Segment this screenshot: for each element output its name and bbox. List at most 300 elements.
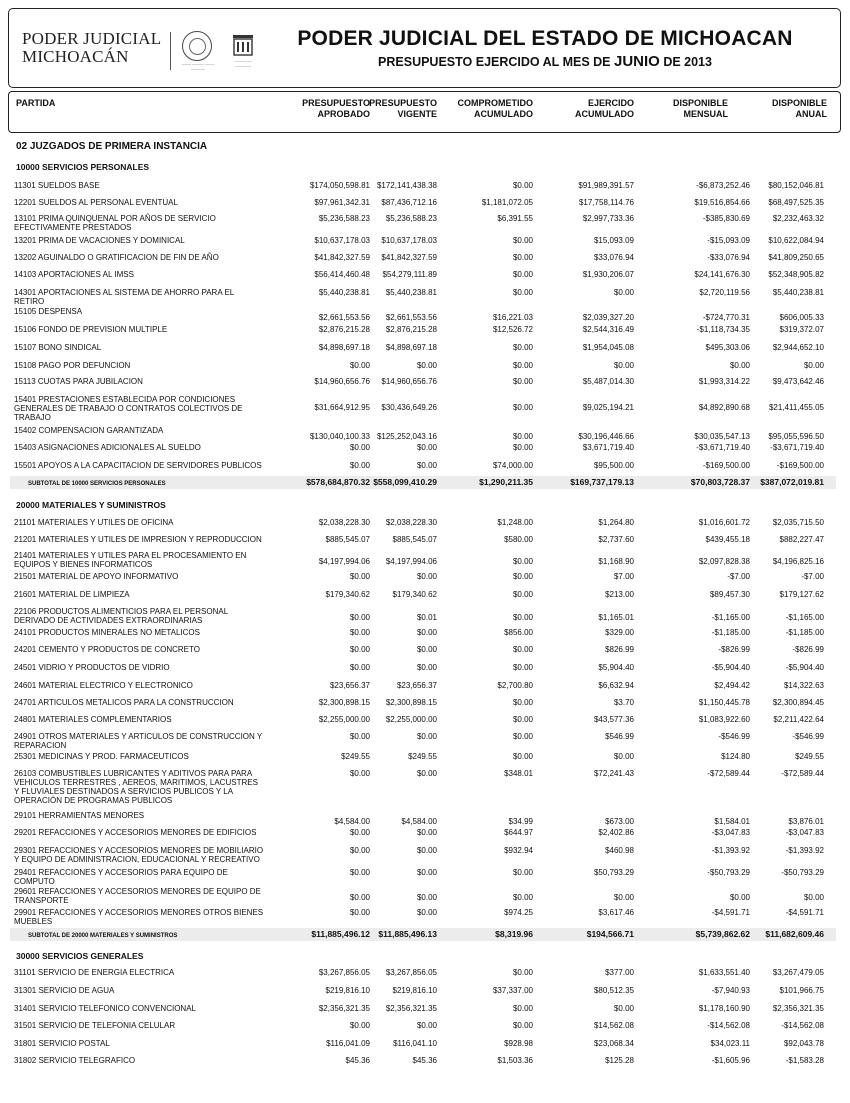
amount-cell: $1,083,922.60 xyxy=(698,715,750,724)
subtotal-amount: $11,682,609.46 xyxy=(765,929,824,939)
amount-cell: $2,300,894.45 xyxy=(772,698,824,707)
subtotal-amount: $578,684,870.32 xyxy=(306,477,370,487)
partida-name: 29401 REFACCIONES Y ACCESORIOS PARA EQUIPO DE COMPUTO xyxy=(14,868,228,886)
amount-cell: $0.00 xyxy=(416,461,437,470)
subtotal-amount: $169,737,179.13 xyxy=(570,477,634,487)
amount-cell: $219,816.10 xyxy=(392,986,437,995)
partida-name: 31501 SERVICIO DE TELEFONIA CELULAR xyxy=(14,1021,176,1030)
amount-cell: -$546.99 xyxy=(718,732,750,741)
amount-cell: $0.00 xyxy=(349,613,370,622)
amount-cell: -$546.99 xyxy=(792,732,824,741)
partida-name: 15401 PRESTACIONES ESTABLECIDA POR CONDICIONES GENERALES DE TRABAJO O CONTRATOS COLECTIVOS DE TRABAJO xyxy=(14,395,243,422)
amount-cell: $5,236,588.23 xyxy=(385,214,437,223)
amount-cell: $0.00 xyxy=(729,893,750,902)
partida-name: 15113 CUOTAS PARA JUBILACION xyxy=(14,377,143,386)
report-subtitle xyxy=(290,53,800,70)
col-ejercido-acumulado xyxy=(534,98,634,120)
partida-name: 21601 MATERIAL DE LIMPIEZA xyxy=(14,590,130,599)
amount-cell: $377.00 xyxy=(605,968,634,977)
amount-cell: $0.00 xyxy=(349,769,370,778)
logo-wordmark xyxy=(22,30,161,66)
amount-cell: $0.00 xyxy=(512,557,533,566)
logo-line-2: MICHOACÁN xyxy=(22,47,129,66)
amount-cell: $43,577.36 xyxy=(593,715,634,724)
amount-cell: -$1,165.00 xyxy=(785,613,824,622)
amount-cell: $33,076.94 xyxy=(593,253,634,262)
amount-cell: $826.99 xyxy=(605,645,634,654)
amount-cell: $0.00 xyxy=(349,1021,370,1030)
amount-cell: $1,150,445.78 xyxy=(698,698,750,707)
partida-name: 31301 SERVICIO DE AGUA xyxy=(14,986,115,995)
amount-cell: $3,671,719.40 xyxy=(582,443,634,452)
amount-cell: $95,500.00 xyxy=(593,461,634,470)
amount-cell: $50,793.29 xyxy=(593,868,634,877)
group-title: 10000 SERVICIOS PERSONALES xyxy=(16,162,150,172)
amount-cell: -$3,671,719.40 xyxy=(770,443,824,452)
amount-cell: -$1,393.92 xyxy=(785,846,824,855)
amount-cell: $37,337.00 xyxy=(492,986,533,995)
amount-cell: $2,039,327.20 xyxy=(582,313,634,322)
amount-cell: $0.00 xyxy=(613,288,634,297)
amount-cell: $0.00 xyxy=(349,361,370,370)
amount-cell: -$7,940.93 xyxy=(711,986,750,995)
amount-cell: $0.00 xyxy=(512,270,533,279)
partida-name: 15501 APOYOS A LA CAPACITACION DE SERVIDORES PUBLICOS xyxy=(14,461,262,470)
amount-cell: $10,637,178.03 xyxy=(381,236,437,245)
col-label: COMPROMETIDO xyxy=(457,98,533,108)
amount-cell: $2,035,715.50 xyxy=(772,518,824,527)
amount-cell: $0.00 xyxy=(512,432,533,441)
amount-cell: $0.00 xyxy=(512,236,533,245)
amount-cell: $0.00 xyxy=(512,361,533,370)
amount-cell: $2,544,316.49 xyxy=(582,325,634,334)
amount-cell: -$14,562.08 xyxy=(781,1021,824,1030)
amount-cell: $23,068.34 xyxy=(593,1039,634,1048)
partida-name: 24601 MATERIAL ELECTRICO Y ELECTRONICO xyxy=(14,681,193,690)
amount-cell: -$4,591.71 xyxy=(711,908,750,917)
amount-cell: $1,954,045.08 xyxy=(582,343,634,352)
amount-cell: $2,661,553.56 xyxy=(318,313,370,322)
amount-cell: $5,904.40 xyxy=(598,663,634,672)
amount-cell: $0.00 xyxy=(512,288,533,297)
amount-cell: $1,181,072.05 xyxy=(481,198,533,207)
amount-cell: $2,356,321.35 xyxy=(385,1004,437,1013)
partida-name: 31401 SERVICIO TELEFONICO CONVENCIONAL xyxy=(14,1004,196,1013)
amount-cell: $606,005.33 xyxy=(779,313,824,322)
amount-cell: $0.00 xyxy=(512,443,533,452)
amount-cell: $439,455.18 xyxy=(705,535,750,544)
amount-cell: $0.00 xyxy=(512,1004,533,1013)
amount-cell: -$33,076.94 xyxy=(707,253,750,262)
amount-cell: $10,637,178.03 xyxy=(314,236,370,245)
amount-cell: $2,494.42 xyxy=(714,681,750,690)
amount-cell: $125.28 xyxy=(605,1056,634,1065)
amount-cell: $928.98 xyxy=(504,1039,533,1048)
amount-cell: $1,584.01 xyxy=(714,817,750,826)
amount-cell: $0.00 xyxy=(803,893,824,902)
amount-cell: $2,997,733.36 xyxy=(582,214,634,223)
amount-cell: -$826.99 xyxy=(718,645,750,654)
amount-cell: $0.00 xyxy=(416,1021,437,1030)
amount-cell: $15,093.09 xyxy=(593,236,634,245)
amount-cell: $2,661,553.56 xyxy=(385,313,437,322)
subtotal-label: SUBTOTAL DE 20000 MATERIALES Y SUMINISTROS xyxy=(28,933,178,939)
logo-line-1: PODER JUDICIAL xyxy=(22,29,162,48)
amount-cell: $0.00 xyxy=(512,893,533,902)
amount-cell: $5,440,238.81 xyxy=(385,288,437,297)
subtotal-amount: $11,885,496.13 xyxy=(378,929,437,939)
amount-cell: -$72,589.44 xyxy=(781,769,824,778)
amount-cell: $2,255,000.00 xyxy=(385,715,437,724)
partida-name: 15403 ASIGNACIONES ADICIONALES AL SUELDO xyxy=(14,443,201,452)
amount-cell: $179,340.62 xyxy=(392,590,437,599)
subtotal-amount: $194,566.71 xyxy=(586,929,634,939)
amount-cell: $2,720,119.56 xyxy=(699,288,750,297)
amount-cell: $249.55 xyxy=(795,752,824,761)
subtotal-amount: $11,885,496.12 xyxy=(311,929,370,939)
amount-cell: $14,322.63 xyxy=(783,681,824,690)
partida-name: 25301 MEDICINAS Y PROD. FARMACEUTICOS xyxy=(14,752,189,761)
amount-cell: $30,436,649.26 xyxy=(381,403,437,412)
amount-cell: $17,758,114.76 xyxy=(578,198,634,207)
amount-cell: $2,300,898.15 xyxy=(385,698,437,707)
amount-cell: $2,038,228.30 xyxy=(385,518,437,527)
amount-cell: $3,267,856.05 xyxy=(318,968,370,977)
amount-cell: $0.00 xyxy=(803,361,824,370)
amount-cell: $0.00 xyxy=(416,572,437,581)
amount-cell: $885,545.07 xyxy=(392,535,437,544)
amount-cell: -$14,562.08 xyxy=(707,1021,750,1030)
amount-cell: $0.00 xyxy=(349,628,370,637)
amount-cell: $2,402.86 xyxy=(598,828,634,837)
amount-cell: -$385,830.69 xyxy=(702,214,750,223)
amount-cell: -$1,118,734.35 xyxy=(696,325,750,334)
partida-name: 11301 SUELDOS BASE xyxy=(14,181,100,190)
subtotal-amount: $5,739,862.62 xyxy=(695,929,750,939)
amount-cell: $2,300,898.15 xyxy=(318,698,370,707)
amount-cell: $0.00 xyxy=(512,590,533,599)
amount-cell: $1,264.80 xyxy=(598,518,634,527)
amount-cell: $80,512.35 xyxy=(593,986,634,995)
amount-cell: -$169,500.00 xyxy=(702,461,750,470)
amount-cell: -$5,904.40 xyxy=(711,663,750,672)
amount-cell: -$4,591.71 xyxy=(785,908,824,917)
partida-name: 29201 REFACCIONES Y ACCESORIOS MENORES DE EDIFICIOS xyxy=(14,828,257,837)
amount-cell: $0.00 xyxy=(613,752,634,761)
col-disponible-anual xyxy=(727,98,827,120)
amount-cell: $5,440,238.81 xyxy=(318,288,370,297)
amount-cell: $673.00 xyxy=(605,817,634,826)
amount-cell: $24,141,676.30 xyxy=(694,270,750,279)
subtotal-amount: $558,099,410.29 xyxy=(373,477,437,487)
amount-cell: $249.55 xyxy=(341,752,370,761)
amount-cell: $3,267,479.05 xyxy=(772,968,824,977)
amount-cell: $0.00 xyxy=(512,663,533,672)
col-label: PRESUPUESTO xyxy=(369,98,437,108)
subtotal-amount: $8,319.96 xyxy=(495,929,533,939)
amount-cell: $34,023.11 xyxy=(710,1039,750,1048)
amount-cell: $179,340.62 xyxy=(325,590,370,599)
amount-cell: $2,876,215.28 xyxy=(318,325,370,334)
col-label: ACUMULADO xyxy=(575,109,634,119)
subtitle-year: DE 2013 xyxy=(663,55,712,69)
amount-cell: $0.00 xyxy=(512,715,533,724)
partida-name: 15105 DESPENSA xyxy=(14,307,83,316)
amount-cell: -$1,185.00 xyxy=(785,628,824,637)
amount-cell: $4,584.00 xyxy=(401,817,437,826)
partida-name: 15107 BONO SINDICAL xyxy=(14,343,102,352)
amount-cell: $0.00 xyxy=(613,893,634,902)
amount-cell: $34.99 xyxy=(508,817,533,826)
amount-cell: $1,165.01 xyxy=(598,613,634,622)
amount-cell: -$50,793.29 xyxy=(707,868,750,877)
partida-name: 26103 COMBUSTIBLES LUBRICANTES Y ADITIVOS PARA PARA VEHICULOS TERRESTRES , AEREOS, MARITIMOS, LACUSTRES Y FLUVIALES DESTINADOS A SERVICIOS PUBLICOS Y LA OPERACIÓN DE PROGRAMAS PUBLICOS xyxy=(14,769,258,805)
amount-cell: $0.00 xyxy=(349,461,370,470)
amount-cell: $0.00 xyxy=(416,443,437,452)
subtotal-amount: $1,290,211.35 xyxy=(479,477,533,487)
amount-cell: $52,348,905.82 xyxy=(768,270,824,279)
amount-cell: -$826.99 xyxy=(792,645,824,654)
partida-name: 24201 CEMENTO Y PRODUCTOS DE CONCRETO xyxy=(14,645,200,654)
amount-cell: $4,196,825.16 xyxy=(772,557,824,566)
amount-cell: $124.80 xyxy=(721,752,750,761)
amount-cell: $30,196,446.66 xyxy=(578,432,634,441)
amount-cell: $130,040,100.33 xyxy=(309,432,370,441)
amount-cell: -$3,671,719.40 xyxy=(696,443,750,452)
amount-cell: -$3,047.83 xyxy=(785,828,824,837)
amount-cell: $92,043.78 xyxy=(783,1039,824,1048)
amount-cell: $4,898,697.18 xyxy=(318,343,370,352)
amount-cell: $14,960,656.76 xyxy=(314,377,370,386)
amount-cell: -$5,904.40 xyxy=(785,663,824,672)
amount-cell: $0.01 xyxy=(416,613,437,622)
subtotal-amount: $387,072,019.81 xyxy=(760,477,824,487)
partida-name: 24501 VIDRIO Y PRODUCTOS DE VIDRIO xyxy=(14,663,170,672)
amount-cell: $0.00 xyxy=(416,868,437,877)
amount-cell: -$724,770.31 xyxy=(702,313,750,322)
amount-cell: -$7.00 xyxy=(801,572,824,581)
partida-name: 24101 PRODUCTOS MINERALES NO METALICOS xyxy=(14,628,200,637)
amount-cell: $546.99 xyxy=(605,732,634,741)
amount-cell: $101,966.75 xyxy=(779,986,824,995)
amount-cell: $1,633,551.40 xyxy=(698,968,750,977)
partida-name: 15402 COMPENSACION GARANTIZADA xyxy=(14,426,164,435)
amount-cell: $0.00 xyxy=(512,377,533,386)
amount-cell: $644.97 xyxy=(504,828,533,837)
partida-name: 12201 SUELDOS AL PERSONAL EVENTUAL xyxy=(14,198,178,207)
amount-cell: $12,526.72 xyxy=(492,325,533,334)
amount-cell: $4,197,994.06 xyxy=(385,557,437,566)
amount-cell: $932.94 xyxy=(504,846,533,855)
amount-cell: $219,816.10 xyxy=(325,986,370,995)
amount-cell: $1,178,160.90 xyxy=(698,1004,750,1013)
amount-cell: -$50,793.29 xyxy=(781,868,824,877)
partida-name: 21201 MATERIALES Y UTILES DE IMPRESION Y REPRODUCCION xyxy=(14,535,262,544)
amount-cell: $172,141,438.38 xyxy=(376,181,437,190)
amount-cell: $0.00 xyxy=(512,732,533,741)
amount-cell: $0.00 xyxy=(512,613,533,622)
amount-cell: $495,303.06 xyxy=(705,343,750,352)
subtotal-amount: $70,803,728.37 xyxy=(690,477,750,487)
col-label: ANUAL xyxy=(795,109,827,119)
amount-cell: $2,356,321.35 xyxy=(772,1004,824,1013)
amount-cell: $9,473,642.46 xyxy=(772,377,824,386)
amount-cell: $0.00 xyxy=(416,645,437,654)
col-label: DISPONIBLE xyxy=(771,98,827,108)
amount-cell: $45.36 xyxy=(412,1056,437,1065)
amount-cell: $885,545.07 xyxy=(325,535,370,544)
amount-cell: $2,876,215.28 xyxy=(385,325,437,334)
amount-cell: $2,232,463.32 xyxy=(772,214,824,223)
amount-cell: $348.01 xyxy=(504,769,533,778)
amount-cell: -$15,093.09 xyxy=(707,236,750,245)
amount-cell: $14,960,656.76 xyxy=(381,377,437,386)
amount-cell: -$1,393.92 xyxy=(711,846,750,855)
amount-cell: $0.00 xyxy=(512,645,533,654)
amount-cell: -$1,605.96 xyxy=(711,1056,750,1065)
col-label: EJERCIDO xyxy=(587,98,634,108)
amount-cell: $6,391.55 xyxy=(497,214,533,223)
amount-cell: $116,041.09 xyxy=(326,1039,370,1048)
amount-cell: $80,152,046.81 xyxy=(768,181,824,190)
amount-cell: $2,944,652.10 xyxy=(772,343,824,352)
amount-cell: $4,898,697.18 xyxy=(385,343,437,352)
amount-cell: $2,097,828.38 xyxy=(698,557,750,566)
col-label: ACUMULADO xyxy=(474,109,533,119)
amount-cell: $179,127.62 xyxy=(779,590,824,599)
amount-cell: $974.25 xyxy=(504,908,533,917)
amount-cell: -$1,165.00 xyxy=(711,613,750,622)
amount-cell: $23,656.37 xyxy=(329,681,370,690)
amount-cell: $856.00 xyxy=(504,628,533,637)
amount-cell: $41,842,327.59 xyxy=(314,253,370,262)
partida-name: 21501 MATERIAL DE APOYO INFORMATIVO xyxy=(14,572,179,581)
courthouse-icon xyxy=(232,33,254,57)
amount-cell: -$1,583.28 xyxy=(785,1056,824,1065)
amount-cell: $0.00 xyxy=(349,572,370,581)
col-label: DISPONIBLE xyxy=(672,98,728,108)
amount-cell: $0.00 xyxy=(349,846,370,855)
amount-cell: $0.00 xyxy=(512,343,533,352)
amount-cell: $31,664,912.95 xyxy=(314,403,370,412)
amount-cell: $3,876.01 xyxy=(788,817,824,826)
amount-cell: $30,035,547.13 xyxy=(694,432,750,441)
amount-cell: $89,457.30 xyxy=(709,590,750,599)
amount-cell: $1,248.00 xyxy=(497,518,533,527)
amount-cell: $125,252,043.16 xyxy=(376,432,437,441)
amount-cell: $4,197,994.06 xyxy=(318,557,370,566)
amount-cell: $249.55 xyxy=(408,752,437,761)
col-label: VIGENTE xyxy=(397,109,437,119)
amount-cell: $87,436,712.16 xyxy=(381,198,437,207)
amount-cell: $5,487,014.30 xyxy=(582,377,634,386)
subtitle-month: JUNIO xyxy=(613,53,660,70)
amount-cell: $0.00 xyxy=(416,663,437,672)
amount-cell: $460.98 xyxy=(605,846,634,855)
amount-cell: $213.00 xyxy=(605,590,634,599)
amount-cell: $23,656.37 xyxy=(396,681,437,690)
amount-cell: $91,989,391.57 xyxy=(578,181,634,190)
logo-divider xyxy=(170,32,171,70)
partida-name: 31801 SERVICIO POSTAL xyxy=(14,1039,110,1048)
amount-cell: $5,236,588.23 xyxy=(318,214,370,223)
partida-name: 13201 PRIMA DE VACACIONES Y DOMINICAL xyxy=(14,236,185,245)
amount-cell: $0.00 xyxy=(416,846,437,855)
partida-name: 29901 REFACCIONES Y ACCESORIOS MENORES OTROS BIENES MUEBLES xyxy=(14,908,264,926)
amount-cell: $14,562.08 xyxy=(593,1021,634,1030)
amount-cell: $0.00 xyxy=(416,628,437,637)
amount-cell: $0.00 xyxy=(512,253,533,262)
amount-cell: $0.00 xyxy=(512,1021,533,1030)
amount-cell: $3,267,856.05 xyxy=(385,968,437,977)
amount-cell: $0.00 xyxy=(512,572,533,581)
amount-cell: $174,050,598.81 xyxy=(309,181,370,190)
report-title: PODER JUDICIAL DEL ESTADO DE MICHOACAN xyxy=(297,27,793,50)
amount-cell: $74,000.00 xyxy=(492,461,533,470)
amount-cell: $0.00 xyxy=(349,893,370,902)
amount-cell: $1,016,601.72 xyxy=(698,518,750,527)
amount-cell: $41,842,327.59 xyxy=(381,253,437,262)
amount-cell: $0.00 xyxy=(512,403,533,412)
partida-name: 29101 HERRAMIENTAS MENORES xyxy=(14,811,145,820)
amount-cell: $2,211,422.64 xyxy=(773,715,824,724)
amount-cell: $0.00 xyxy=(512,868,533,877)
partida-name: 15106 FONDO DE PREVISION MULTIPLE xyxy=(14,325,168,334)
group-title: 30000 SERVICIOS GENERALES xyxy=(16,951,144,961)
amount-cell: -$1,185.00 xyxy=(711,628,750,637)
amount-cell: $3.70 xyxy=(613,698,634,707)
amount-cell: $9,025,194.21 xyxy=(582,403,634,412)
amount-cell: -$7.00 xyxy=(727,572,750,581)
group-title: 20000 MATERIALES Y SUMINISTROS xyxy=(16,500,166,510)
amount-cell: $4,584.00 xyxy=(334,817,370,826)
partida-name: 13202 AGUINALDO O GRATIFICACION DE FIN DE AÑO xyxy=(14,253,219,262)
amount-cell: $6,632.94 xyxy=(598,681,634,690)
amount-cell: $16,221.03 xyxy=(492,313,533,322)
partida-name: 15108 PAGO POR DEFUNCION xyxy=(14,361,131,370)
amount-cell: $0.00 xyxy=(512,968,533,977)
seal-caption: ~~~~ ~~~~~ ~~~~ ~~~~~~ xyxy=(181,62,215,72)
amount-cell: $5,440,238.81 xyxy=(772,288,824,297)
amount-cell: $41,809,250.65 xyxy=(768,253,824,262)
partida-name: 29601 REFACCIONES Y ACCESORIOS MENORES DE EQUIPO DE TRANSPORTE xyxy=(14,887,261,905)
amount-cell: $0.00 xyxy=(512,752,533,761)
amount-cell: $0.00 xyxy=(416,828,437,837)
amount-cell: $0.00 xyxy=(416,361,437,370)
partida-name: 13101 PRIMA QUINQUENAL POR AÑOS DE SERVICIO EFECTIVAMENTE PRESTADOS xyxy=(14,214,216,232)
amount-cell: $68,497,525.35 xyxy=(768,198,824,207)
amount-cell: $0.00 xyxy=(416,893,437,902)
col-disponible-mensual xyxy=(628,98,728,120)
partida-name: 24701 ARTICULOS METALICOS PARA LA CONSTRUCCION xyxy=(14,698,234,707)
col-partida: PARTIDA xyxy=(16,98,56,108)
partida-name: 31101 SERVICIO DE ENERGIA ELECTRICA xyxy=(14,968,175,977)
amount-cell: $1,993,314.22 xyxy=(698,377,750,386)
amount-cell: $95,055,596.50 xyxy=(768,432,824,441)
partida-name: 21101 MATERIALES Y UTILES DE OFICINA xyxy=(14,518,174,527)
amount-cell: -$72,589.44 xyxy=(707,769,750,778)
amount-cell: $580.00 xyxy=(504,535,533,544)
seal-icon xyxy=(182,31,212,61)
amount-cell: $0.00 xyxy=(349,645,370,654)
amount-cell: -$169,500.00 xyxy=(776,461,824,470)
amount-cell: $19,516,854.66 xyxy=(694,198,750,207)
amount-cell: $1,503.36 xyxy=(497,1056,533,1065)
amount-cell: $1,930,206.07 xyxy=(582,270,634,279)
amount-cell: $10,622,084.94 xyxy=(768,236,824,245)
amount-cell: $0.00 xyxy=(512,698,533,707)
amount-cell: $0.00 xyxy=(416,908,437,917)
